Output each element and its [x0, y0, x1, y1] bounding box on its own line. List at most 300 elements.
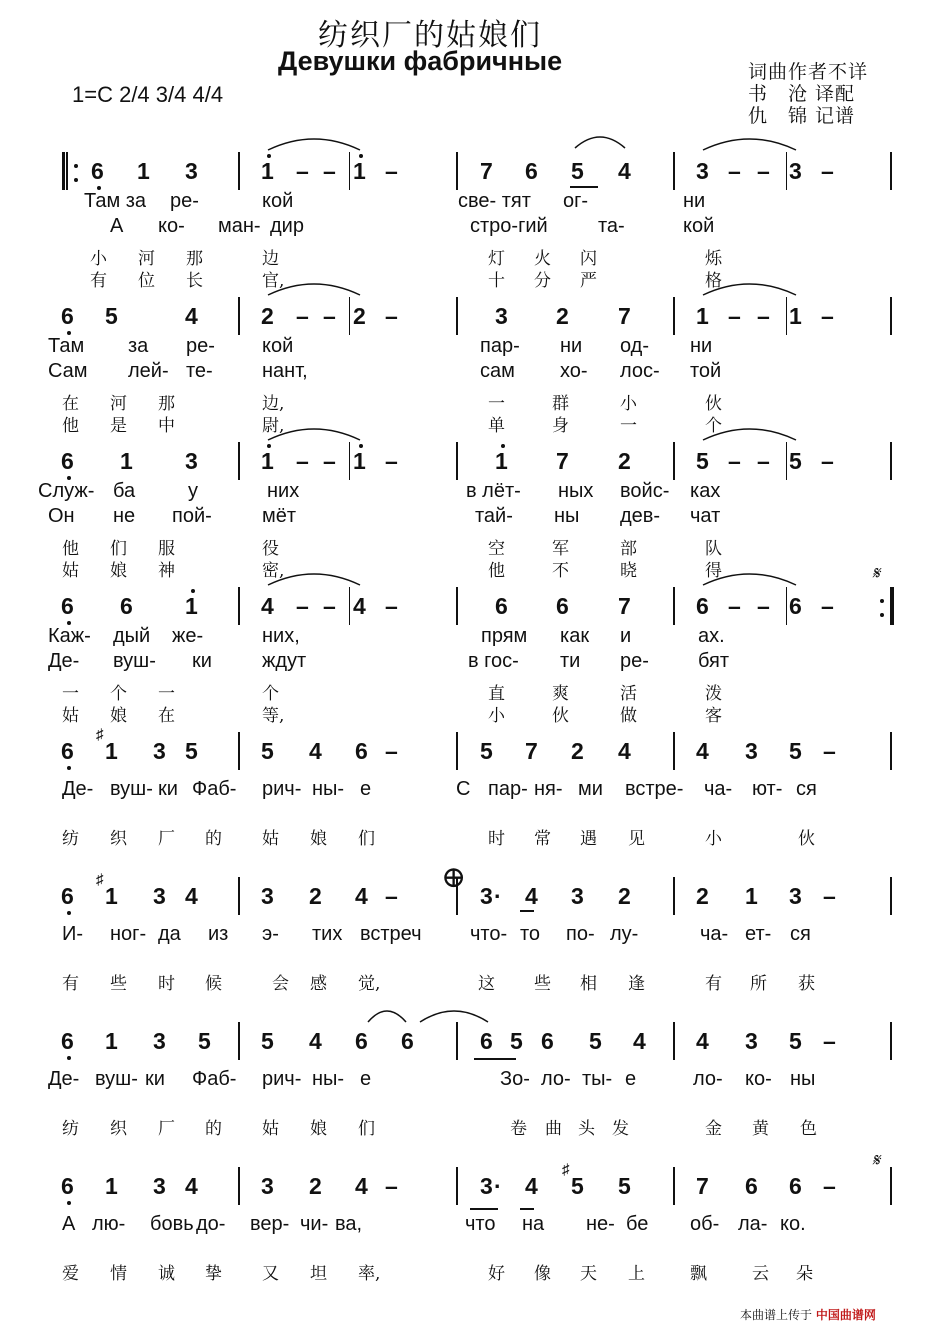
lyric-russian: ет-	[745, 923, 772, 945]
lyric-chinese: 尉,	[262, 416, 285, 436]
note: –	[823, 738, 836, 764]
note: 1	[495, 448, 508, 474]
note: 5	[618, 1173, 631, 1199]
note: 3	[789, 883, 802, 909]
note: –	[296, 448, 309, 474]
lyric-russian: ко.	[780, 1213, 806, 1235]
note: 2	[309, 1173, 322, 1199]
lyric-chinese: 小	[620, 394, 637, 414]
lyric-russian: чат	[690, 505, 721, 527]
note: 1	[696, 303, 709, 329]
lyric-russian: той	[690, 360, 722, 382]
lyric-chinese: 又	[262, 1264, 279, 1284]
note: 4	[618, 158, 631, 184]
note: 1	[120, 448, 133, 474]
lyric-chinese: 朵	[796, 1264, 813, 1284]
augmentation-dot: ·	[494, 1173, 502, 1199]
lyric-chinese: 厂	[158, 829, 175, 849]
tie-arc	[268, 574, 360, 585]
lyric-russian: стро-гий	[470, 215, 548, 237]
note: 6	[61, 883, 74, 909]
note: 3	[153, 738, 166, 764]
lyric-russian: что-	[470, 923, 508, 945]
lyric-russian: то	[520, 923, 541, 945]
note: 1	[105, 738, 118, 764]
note: –	[823, 883, 836, 909]
note: 1	[105, 1028, 118, 1054]
lyric-russian: ных	[558, 480, 594, 502]
lyric-chinese: 些	[110, 974, 127, 994]
note: 3	[480, 883, 493, 909]
tie-arc	[703, 429, 796, 440]
lyric-chinese: 在	[62, 394, 79, 414]
lyric-russian: те-	[186, 360, 213, 382]
lyric-chinese: 们	[358, 829, 375, 849]
note: 1	[353, 158, 366, 184]
lyric-russian: ба	[113, 480, 136, 502]
lyric-russian: ждут	[262, 650, 307, 672]
note: 3	[153, 883, 166, 909]
note: 4	[696, 1028, 709, 1054]
lyric-russian: ти	[560, 650, 581, 672]
lyric-chinese: 相	[580, 974, 597, 994]
note: 5	[510, 1028, 523, 1054]
lyric-russian: Служ-	[38, 480, 95, 502]
lyric-chinese: 一	[62, 684, 79, 704]
lyric-chinese: 常	[534, 829, 551, 849]
credit-line-transcriber: 仇 锦 记谱	[748, 105, 856, 127]
lyric-chinese: 官,	[262, 271, 285, 291]
lyric-chinese: 个	[705, 416, 722, 436]
lyric-russian: тай-	[475, 505, 513, 527]
lyric-russian: ны	[790, 1068, 816, 1090]
lyric-chinese: 等,	[262, 706, 285, 726]
lyric-chinese: 色	[800, 1119, 817, 1139]
lyric-chinese: 卷	[510, 1119, 527, 1139]
lyric-russian: чи-	[300, 1213, 329, 1235]
lyric-chinese: 队	[705, 539, 722, 559]
lyric-chinese: 娘	[310, 829, 327, 849]
lyric-russian: войс-	[620, 480, 670, 502]
note: 6	[789, 1173, 802, 1199]
lyric-russian: ча-	[700, 923, 729, 945]
note: 2	[353, 303, 366, 329]
tie-arc	[703, 574, 796, 585]
note: 6	[495, 593, 508, 619]
note: 4	[355, 1173, 368, 1199]
segno-icon: 𝄋	[872, 1150, 880, 1171]
lyric-chinese: 是	[110, 416, 127, 436]
note: –	[323, 593, 336, 619]
lyric-chinese: 一	[620, 416, 637, 436]
lyric-chinese: 役	[262, 539, 279, 559]
lyric-chinese: 情	[110, 1264, 127, 1284]
lyric-russian: в гос-	[468, 650, 519, 672]
note: 1	[353, 448, 366, 474]
footer-brand: 中国曲谱网	[815, 1308, 876, 1322]
lyric-russian: ни	[560, 335, 583, 357]
lyric-chinese: 飘	[690, 1264, 707, 1284]
lyric-russian: что	[465, 1213, 496, 1235]
note: 5	[696, 448, 709, 474]
lyric-chinese: 好	[488, 1264, 505, 1284]
lyric-russian: вуш-	[95, 1068, 138, 1090]
lyric-russian: Де-	[48, 650, 80, 672]
lyric-russian: ны-	[312, 778, 345, 800]
note: –	[728, 448, 741, 474]
note: –	[823, 1173, 836, 1199]
note: 6	[61, 593, 74, 619]
lyric-russian: вуш-	[110, 778, 153, 800]
lyric-russian: Де-	[48, 1068, 80, 1090]
lyric-russian: да	[158, 923, 181, 945]
note: 4	[525, 1173, 538, 1199]
lyric-chinese: 那	[186, 249, 203, 269]
note: 3	[261, 1173, 274, 1199]
lyric-chinese: 云	[752, 1264, 769, 1284]
note: 1	[789, 303, 802, 329]
note: –	[296, 593, 309, 619]
note: –	[323, 448, 336, 474]
note: 5	[589, 1028, 602, 1054]
note: 6	[61, 1173, 74, 1199]
lyric-russian: Зо-	[500, 1068, 530, 1090]
note: –	[757, 593, 770, 619]
note: 7	[480, 158, 493, 184]
lyric-russian: пар-	[488, 778, 528, 800]
note: 6	[541, 1028, 554, 1054]
note: 2	[696, 883, 709, 909]
note: 1	[185, 593, 198, 619]
lyric-chinese: 获	[798, 974, 815, 994]
lyric-russian: об-	[690, 1213, 720, 1235]
tie-arc	[575, 137, 625, 148]
lyric-chinese: 娘	[310, 1119, 327, 1139]
note: 4	[185, 1173, 198, 1199]
lyric-russian: на	[522, 1213, 545, 1235]
note: 6	[61, 738, 74, 764]
note: 3	[696, 158, 709, 184]
lyric-russian: ман-	[218, 215, 261, 237]
lyric-russian: ни	[690, 335, 713, 357]
note: 2	[618, 448, 631, 474]
lyric-russian: е	[360, 1068, 372, 1090]
note: 6	[789, 593, 802, 619]
lyric-russian: ло-	[693, 1068, 723, 1090]
note: 6	[91, 158, 104, 184]
note: –	[821, 593, 834, 619]
lyric-russian: Сам	[48, 360, 88, 382]
lyric-chinese: 会	[272, 974, 289, 994]
note: –	[385, 1173, 398, 1199]
note: –	[728, 158, 741, 184]
lyric-chinese: 遇	[580, 829, 597, 849]
lyric-russian: ног-	[110, 923, 147, 945]
lyric-russian: нант,	[262, 360, 308, 382]
lyric-chinese: 他	[488, 561, 505, 581]
lyric-russian: рич-	[262, 778, 302, 800]
note: 4	[696, 738, 709, 764]
lyric-russian: до-	[196, 1213, 226, 1235]
tie-arc	[268, 284, 360, 295]
lyric-russian: ре-	[186, 335, 215, 357]
lyric-chinese: 神	[158, 561, 175, 581]
note: 4	[525, 883, 538, 909]
lyric-chinese: 姑	[262, 829, 279, 849]
lyric-russian: ки	[192, 650, 212, 672]
lyric-chinese: 的	[205, 1119, 222, 1139]
lyric-chinese: 泼	[705, 684, 722, 704]
note: 4	[261, 593, 274, 619]
note: 5	[198, 1028, 211, 1054]
note: 6	[120, 593, 133, 619]
lyric-chinese: 边,	[262, 394, 285, 414]
lyric-chinese: 见	[628, 829, 645, 849]
lyric-chinese: 边	[262, 249, 279, 269]
lyric-chinese: 空	[488, 539, 505, 559]
lyric-russian: ми	[578, 778, 603, 800]
note: 3	[495, 303, 508, 329]
lyric-chinese: 有	[705, 974, 722, 994]
lyric-russian: не-	[586, 1213, 615, 1235]
lyric-chinese: 单	[488, 416, 505, 436]
note: 2	[618, 883, 631, 909]
note: –	[385, 593, 398, 619]
lyric-chinese: 军	[552, 539, 569, 559]
segno-icon: 𝄋	[872, 563, 880, 584]
lyric-chinese: 伙	[552, 706, 569, 726]
footer-credit	[740, 1306, 876, 1323]
note: 3	[261, 883, 274, 909]
note: 6	[355, 1028, 368, 1054]
lyric-russian: э-	[262, 923, 279, 945]
lyric-chinese: 活	[620, 684, 637, 704]
lyric-chinese: 群	[552, 394, 569, 414]
lyric-russian: ах.	[698, 625, 725, 647]
lyric-chinese: 小	[90, 249, 107, 269]
note: 5	[789, 448, 802, 474]
lyric-chinese: 伙	[705, 394, 722, 414]
lyric-russian: вер-	[250, 1213, 290, 1235]
note: 4	[355, 883, 368, 909]
lyric-russian: дый	[113, 625, 151, 647]
lyric-chinese: 一	[488, 394, 505, 414]
lyric-chinese: 们	[358, 1119, 375, 1139]
lyric-russian: ки	[158, 778, 178, 800]
lyric-chinese: 直	[488, 684, 505, 704]
lyric-russian: тих	[312, 923, 343, 945]
lyric-russian: мёт	[262, 505, 297, 527]
lyric-russian: рич-	[262, 1068, 302, 1090]
lyric-chinese: 头	[578, 1119, 595, 1139]
credit-line-translator: 书 沧 译配	[748, 83, 856, 105]
lyric-chinese: 织	[110, 829, 127, 849]
lyric-chinese: 闪	[580, 249, 597, 269]
note: 4	[185, 883, 198, 909]
lyric-chinese: 觉,	[358, 974, 381, 994]
note: 3	[745, 1028, 758, 1054]
lyric-chinese: 客	[705, 706, 722, 726]
lyric-chinese: 爱	[62, 1264, 79, 1284]
note: 7	[618, 593, 631, 619]
note: –	[757, 448, 770, 474]
lyric-chinese: 有	[90, 271, 107, 291]
note: –	[757, 303, 770, 329]
lyric-chinese: 分	[534, 271, 551, 291]
note: –	[728, 593, 741, 619]
lyric-russian: бят	[698, 650, 730, 672]
lyric-chinese: 伙	[798, 829, 815, 849]
lyric-chinese: 小	[705, 829, 722, 849]
lyric-chinese: 部	[620, 539, 637, 559]
lyric-chinese: 个	[262, 684, 279, 704]
lyric-chinese: 那	[158, 394, 175, 414]
lyric-russian: ча-	[704, 778, 733, 800]
lyric-russian: од-	[620, 335, 650, 357]
lyric-russian: ки	[145, 1068, 165, 1090]
lyric-chinese: 做	[620, 706, 637, 726]
lyric-russian: ва,	[335, 1213, 363, 1235]
lyric-russian: пой-	[172, 505, 212, 527]
song-title-chinese: 纺织厂的姑娘们	[318, 18, 542, 53]
note: –	[728, 303, 741, 329]
note: 5	[480, 738, 493, 764]
lyric-chinese: 们	[110, 539, 127, 559]
note: 3	[153, 1173, 166, 1199]
lyric-russian: же-	[172, 625, 204, 647]
note: 2	[261, 303, 274, 329]
coda-icon: ⊕	[441, 860, 467, 895]
lyric-chinese: 河	[138, 249, 155, 269]
note: 5	[185, 738, 198, 764]
lyric-russian: кой	[262, 190, 294, 212]
note: 3	[480, 1173, 493, 1199]
credit-line-composer: 词曲作者不详	[748, 61, 869, 83]
lyric-chinese: 逢	[628, 974, 645, 994]
lyric-russian: е	[625, 1068, 637, 1090]
note: –	[823, 1028, 836, 1054]
lyric-russian: ся	[790, 923, 811, 945]
note: –	[385, 158, 398, 184]
lyric-chinese: 姑	[62, 561, 79, 581]
note: 6	[61, 448, 74, 474]
lyric-russian: ог-	[563, 190, 589, 212]
lyric-russian: ре-	[620, 650, 649, 672]
note: –	[821, 448, 834, 474]
note: 4	[185, 303, 198, 329]
lyric-russian: бе	[626, 1213, 649, 1235]
lyric-russian: ты-	[582, 1068, 613, 1090]
lyric-chinese: 娘	[110, 706, 127, 726]
note: 2	[556, 303, 569, 329]
lyric-russian: ко-	[158, 215, 185, 237]
lyric-russian: С	[456, 778, 471, 800]
lyric-chinese: 厂	[158, 1119, 175, 1139]
lyric-chinese: 挚	[205, 1264, 222, 1284]
lyric-chinese: 位	[138, 271, 155, 291]
note: 4	[618, 738, 631, 764]
lyric-russian: ни	[683, 190, 706, 212]
tie-arc	[368, 1011, 406, 1022]
lyric-chinese: 一	[158, 684, 175, 704]
lyric-chinese: 灯	[488, 249, 505, 269]
note: –	[385, 883, 398, 909]
lyric-chinese: 身	[552, 416, 569, 436]
lyric-russian: встреч	[360, 923, 422, 945]
lyric-russian: и	[620, 625, 632, 647]
lyric-russian: ко-	[745, 1068, 772, 1090]
lyric-chinese: 个	[110, 684, 127, 704]
note: –	[296, 158, 309, 184]
note: –	[757, 158, 770, 184]
note: 6	[401, 1028, 414, 1054]
lyric-russian: прям	[481, 625, 528, 647]
lyric-russian: вуш-	[113, 650, 156, 672]
lyric-russian: ны	[554, 505, 580, 527]
lyric-russian: дир	[270, 215, 304, 237]
lyric-chinese: 长	[186, 271, 203, 291]
lyric-russian: Фаб-	[192, 1068, 237, 1090]
lyric-russian: лю-	[92, 1213, 126, 1235]
lyric-chinese: 严	[580, 271, 597, 291]
note: 2	[571, 738, 584, 764]
lyric-russian: ня-	[534, 778, 563, 800]
lyric-chinese: 他	[62, 539, 79, 559]
lyric-russian: ках	[690, 480, 721, 502]
lyric-russian: них	[267, 480, 300, 502]
note: 6	[525, 158, 538, 184]
sharp-sign: ♯	[96, 726, 104, 743]
lyric-russian: А	[110, 215, 124, 237]
lyric-russian: Там	[48, 335, 85, 357]
lyric-chinese: 娘	[110, 561, 127, 581]
lyric-russian: бовь	[150, 1213, 194, 1235]
lyric-chinese: 发	[612, 1119, 629, 1139]
note: 5	[789, 738, 802, 764]
lyric-russian: ют-	[752, 778, 783, 800]
note: 5	[105, 303, 118, 329]
lyric-chinese: 姑	[262, 1119, 279, 1139]
lyric-chinese: 晓	[620, 561, 637, 581]
lyric-chinese: 这	[478, 974, 495, 994]
tie-arc	[420, 1011, 488, 1022]
lyric-chinese: 格	[705, 271, 722, 291]
note: 1	[261, 448, 274, 474]
lyric-russian: хо-	[560, 360, 588, 382]
note: 5	[789, 1028, 802, 1054]
lyric-russian: дев-	[620, 505, 661, 527]
lyric-russian: в лёт-	[466, 480, 521, 502]
lyric-chinese: 的	[205, 829, 222, 849]
note: 4	[309, 1028, 322, 1054]
lyric-chinese: 河	[110, 394, 127, 414]
lyric-chinese: 时	[488, 829, 505, 849]
tie-arc	[703, 284, 796, 295]
lyric-russian: ся	[796, 778, 817, 800]
note: 3	[745, 738, 758, 764]
note: 5	[571, 158, 584, 184]
tie-arc	[703, 139, 796, 150]
note: 7	[618, 303, 631, 329]
lyric-russian: Он	[48, 505, 75, 527]
tie-arc	[268, 429, 360, 440]
lyric-russian: е	[360, 778, 372, 800]
note: 6	[355, 738, 368, 764]
note: 1	[105, 1173, 118, 1199]
note: –	[821, 158, 834, 184]
lyric-russian: ре-	[170, 190, 199, 212]
lyric-russian: ла-	[738, 1213, 768, 1235]
